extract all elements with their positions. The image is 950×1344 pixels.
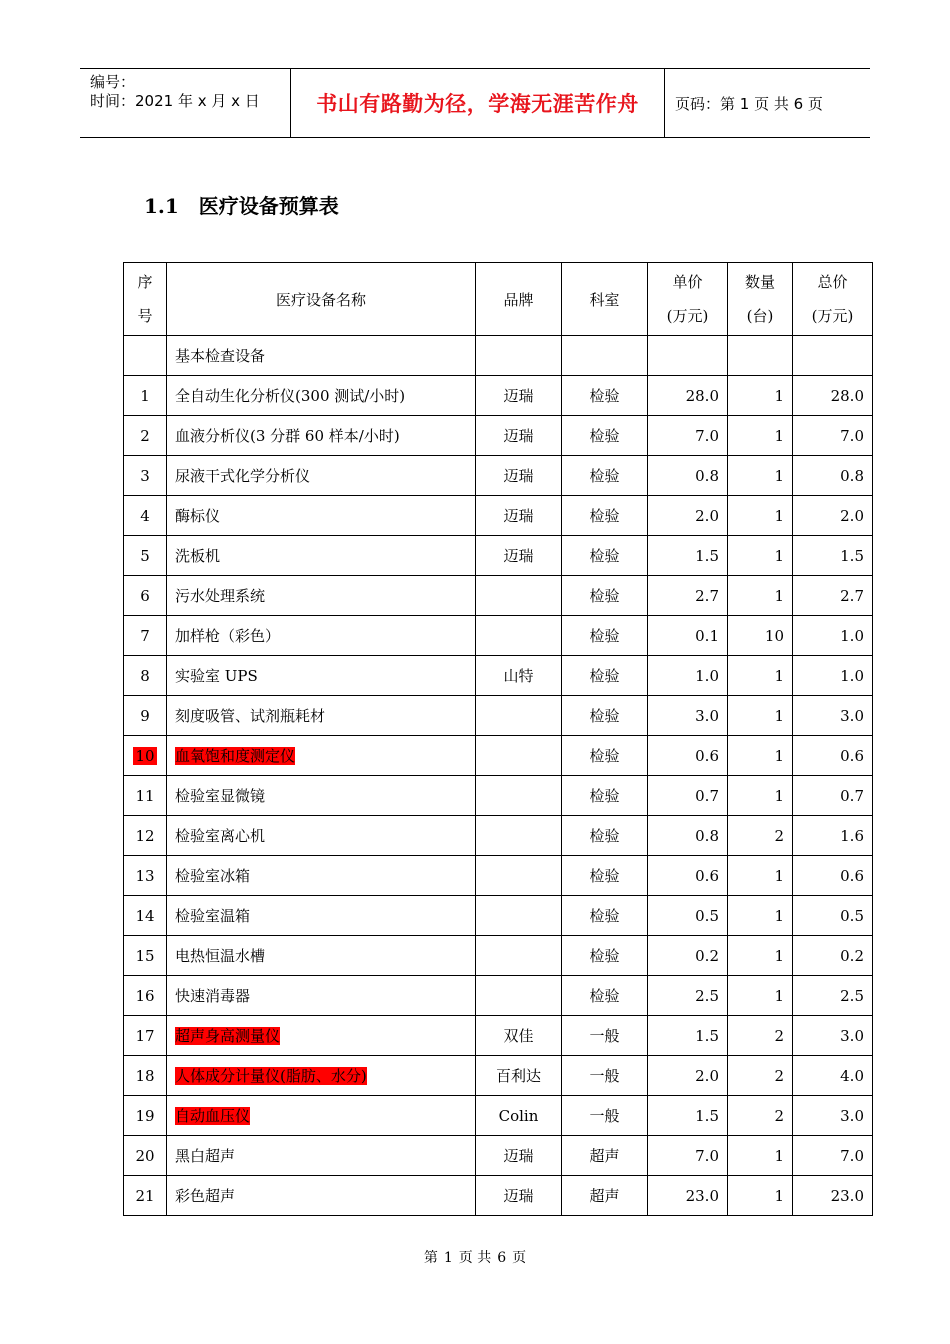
budget-table xyxy=(123,262,873,1216)
table-row xyxy=(124,936,873,976)
row-total: 1.6 xyxy=(793,816,873,856)
table-row xyxy=(124,696,873,736)
row-brand xyxy=(476,736,562,776)
row-total: 0.5 xyxy=(793,896,873,936)
row-idx: 19 xyxy=(124,1096,167,1136)
row-name: 尿液干式化学分析仪 xyxy=(167,456,476,496)
row-brand xyxy=(476,816,562,856)
row-idx: 7 xyxy=(124,616,167,656)
row-qty: 1 xyxy=(728,536,793,576)
row-brand xyxy=(476,696,562,736)
row-total: 2.5 xyxy=(793,976,873,1016)
row-qty: 2 xyxy=(728,1016,793,1056)
table-row xyxy=(124,656,873,696)
row-price: 1.5 xyxy=(648,536,728,576)
row-idx: 9 xyxy=(124,696,167,736)
row-brand: 迈瑞 xyxy=(476,496,562,536)
row-qty: 1 xyxy=(728,1136,793,1176)
row-price: 0.6 xyxy=(648,736,728,776)
row-dept: 检验 xyxy=(562,696,648,736)
row-brand: Colin xyxy=(476,1096,562,1136)
group-label: 基本检查设备 xyxy=(167,336,476,376)
table-row xyxy=(124,456,873,496)
row-qty: 1 xyxy=(728,776,793,816)
row-dept: 一般 xyxy=(562,1096,648,1136)
header-brand: 品牌 xyxy=(476,263,562,336)
row-dept: 检验 xyxy=(562,776,648,816)
footer-page: 1 xyxy=(443,1250,453,1266)
row-qty: 1 xyxy=(728,696,793,736)
row-qty: 1 xyxy=(728,936,793,976)
row-dept: 检验 xyxy=(562,416,648,456)
row-total: 0.2 xyxy=(793,936,873,976)
row-name: 检验室冰箱 xyxy=(167,856,476,896)
row-total: 1.5 xyxy=(793,536,873,576)
table-row xyxy=(124,976,873,1016)
row-brand: 双佳 xyxy=(476,1016,562,1056)
row-idx: 3 xyxy=(124,456,167,496)
row-total: 3.0 xyxy=(793,1096,873,1136)
row-qty: 1 xyxy=(728,896,793,936)
row-brand xyxy=(476,776,562,816)
table-row xyxy=(124,736,873,776)
header-number: 编号： xyxy=(90,73,136,91)
row-idx: 15 xyxy=(124,936,167,976)
table-row xyxy=(124,1056,873,1096)
header-price: 单价 (万元) xyxy=(648,263,728,336)
row-total: 1.0 xyxy=(793,616,873,656)
row-name: 快速消毒器 xyxy=(167,976,476,1016)
table-row xyxy=(124,416,873,456)
row-dept: 检验 xyxy=(562,896,648,936)
row-idx: 1 xyxy=(124,376,167,416)
row-idx: 5 xyxy=(124,536,167,576)
row-price: 0.1 xyxy=(648,616,728,656)
row-price: 2.0 xyxy=(648,496,728,536)
row-qty: 1 xyxy=(728,496,793,536)
row-total: 2.7 xyxy=(793,576,873,616)
row-qty: 1 xyxy=(728,736,793,776)
table-row xyxy=(124,856,873,896)
row-dept: 检验 xyxy=(562,656,648,696)
group-idx xyxy=(124,336,167,376)
row-total: 0.6 xyxy=(793,736,873,776)
row-total: 0.8 xyxy=(793,456,873,496)
row-total: 0.6 xyxy=(793,856,873,896)
header-total: 总价 (万元) xyxy=(793,263,873,336)
row-dept: 检验 xyxy=(562,816,648,856)
row-price: 0.8 xyxy=(648,456,728,496)
header-dept: 科室 xyxy=(562,263,648,336)
page-header xyxy=(80,68,870,138)
row-dept: 检验 xyxy=(562,976,648,1016)
row-name: 全自动生化分析仪(300 测试/小时) xyxy=(167,376,476,416)
row-idx: 21 xyxy=(124,1176,167,1216)
table-group-row xyxy=(124,336,873,376)
row-dept: 一般 xyxy=(562,1056,648,1096)
row-idx: 11 xyxy=(124,776,167,816)
row-dept: 检验 xyxy=(562,616,648,656)
table-row xyxy=(124,1096,873,1136)
row-name: 电热恒温水槽 xyxy=(167,936,476,976)
section-title-text: 医疗设备预算表 xyxy=(198,194,339,218)
section-title xyxy=(144,190,339,219)
row-name: 刻度吸管、试剂瓶耗材 xyxy=(167,696,476,736)
row-brand xyxy=(476,936,562,976)
row-idx: 10 xyxy=(124,736,167,776)
row-price: 0.8 xyxy=(648,816,728,856)
row-total: 1.0 xyxy=(793,656,873,696)
row-idx: 12 xyxy=(124,816,167,856)
row-price: 2.7 xyxy=(648,576,728,616)
row-qty: 2 xyxy=(728,1056,793,1096)
row-dept: 检验 xyxy=(562,936,648,976)
section-number: 1.1 xyxy=(144,194,179,218)
row-price: 1.0 xyxy=(648,656,728,696)
table-row xyxy=(124,1176,873,1216)
row-name: 污水处理系统 xyxy=(167,576,476,616)
table-row xyxy=(124,776,873,816)
header-name: 医疗设备名称 xyxy=(167,263,476,336)
row-name: 检验室显微镜 xyxy=(167,776,476,816)
row-name: 加样枪（彩色） xyxy=(167,616,476,656)
row-qty: 1 xyxy=(728,416,793,456)
row-price: 1.5 xyxy=(648,1096,728,1136)
row-price: 0.6 xyxy=(648,856,728,896)
row-name: 实验室 UPS xyxy=(167,656,476,696)
header-meta xyxy=(80,69,291,137)
row-brand: 迈瑞 xyxy=(476,456,562,496)
row-total: 3.0 xyxy=(793,696,873,736)
row-name: 检验室温箱 xyxy=(167,896,476,936)
footer-total: 6 xyxy=(497,1250,507,1266)
row-idx: 16 xyxy=(124,976,167,1016)
table-row xyxy=(124,496,873,536)
row-idx: 8 xyxy=(124,656,167,696)
row-dept: 检验 xyxy=(562,376,648,416)
row-idx: 13 xyxy=(124,856,167,896)
row-dept: 超声 xyxy=(562,1176,648,1216)
row-qty: 1 xyxy=(728,856,793,896)
table-header-row xyxy=(124,263,873,336)
row-name: 血氧饱和度测定仪 xyxy=(167,736,476,776)
table-row xyxy=(124,576,873,616)
row-dept: 超声 xyxy=(562,1136,648,1176)
row-total: 7.0 xyxy=(793,1136,873,1176)
row-dept: 检验 xyxy=(562,576,648,616)
page-footer: 第 1 页 共 6 页 xyxy=(423,1250,527,1266)
row-dept: 检验 xyxy=(562,736,648,776)
row-qty: 2 xyxy=(728,816,793,856)
row-idx: 6 xyxy=(124,576,167,616)
row-brand xyxy=(476,896,562,936)
row-name: 黑白超声 xyxy=(167,1136,476,1176)
row-total: 4.0 xyxy=(793,1056,873,1096)
row-price: 0.5 xyxy=(648,896,728,936)
row-idx: 18 xyxy=(124,1056,167,1096)
row-qty: 2 xyxy=(728,1096,793,1136)
row-dept: 一般 xyxy=(562,1016,648,1056)
row-qty: 1 xyxy=(728,456,793,496)
row-qty: 1 xyxy=(728,376,793,416)
row-brand xyxy=(476,856,562,896)
row-brand xyxy=(476,976,562,1016)
row-qty: 1 xyxy=(728,1176,793,1216)
row-name: 彩色超声 xyxy=(167,1176,476,1216)
row-dept: 检验 xyxy=(562,496,648,536)
header-motto: 书山有路勤为径，学海无涯苦作舟 xyxy=(291,69,665,137)
row-dept: 检验 xyxy=(562,536,648,576)
row-brand: 迈瑞 xyxy=(476,416,562,456)
row-name: 酶标仪 xyxy=(167,496,476,536)
row-price: 0.2 xyxy=(648,936,728,976)
row-brand xyxy=(476,616,562,656)
header-date: 时间：2021 年 x 月 x 日 xyxy=(90,92,260,110)
header-idx: 序 号 xyxy=(124,263,167,336)
row-price: 28.0 xyxy=(648,376,728,416)
table-row xyxy=(124,896,873,936)
table-row xyxy=(124,1016,873,1056)
row-dept: 检验 xyxy=(562,456,648,496)
table-row xyxy=(124,376,873,416)
row-idx: 14 xyxy=(124,896,167,936)
row-price: 0.7 xyxy=(648,776,728,816)
row-qty: 10 xyxy=(728,616,793,656)
row-total: 3.0 xyxy=(793,1016,873,1056)
row-price: 2.0 xyxy=(648,1056,728,1096)
row-brand: 百利达 xyxy=(476,1056,562,1096)
row-price: 7.0 xyxy=(648,416,728,456)
row-price: 1.5 xyxy=(648,1016,728,1056)
row-price: 2.5 xyxy=(648,976,728,1016)
row-qty: 1 xyxy=(728,576,793,616)
row-idx: 20 xyxy=(124,1136,167,1176)
row-idx: 17 xyxy=(124,1016,167,1056)
row-qty: 1 xyxy=(728,656,793,696)
row-name: 检验室离心机 xyxy=(167,816,476,856)
row-brand: 迈瑞 xyxy=(476,1176,562,1216)
row-name: 人体成分计量仪(脂肪、水分) xyxy=(167,1056,476,1096)
row-total: 2.0 xyxy=(793,496,873,536)
row-qty: 1 xyxy=(728,976,793,1016)
row-brand xyxy=(476,576,562,616)
row-total: 7.0 xyxy=(793,416,873,456)
table-row xyxy=(124,616,873,656)
row-idx: 4 xyxy=(124,496,167,536)
row-brand: 迈瑞 xyxy=(476,376,562,416)
row-price: 3.0 xyxy=(648,696,728,736)
row-total: 0.7 xyxy=(793,776,873,816)
row-brand: 山特 xyxy=(476,656,562,696)
row-name: 血液分析仪(3 分群 60 样本/小时) xyxy=(167,416,476,456)
row-brand: 迈瑞 xyxy=(476,536,562,576)
table-row xyxy=(124,816,873,856)
row-idx: 2 xyxy=(124,416,167,456)
header-page-info: 页码：第 1 页 共 6 页 xyxy=(675,94,823,113)
row-price: 7.0 xyxy=(648,1136,728,1176)
row-name: 自动血压仪 xyxy=(167,1096,476,1136)
row-name: 超声身高测量仪 xyxy=(167,1016,476,1056)
row-total: 28.0 xyxy=(793,376,873,416)
row-name: 洗板机 xyxy=(167,536,476,576)
row-price: 23.0 xyxy=(648,1176,728,1216)
row-total: 23.0 xyxy=(793,1176,873,1216)
row-brand: 迈瑞 xyxy=(476,1136,562,1176)
table-row xyxy=(124,1136,873,1176)
row-dept: 检验 xyxy=(562,856,648,896)
table-row xyxy=(124,536,873,576)
header-qty: 数量 (台) xyxy=(728,263,793,336)
